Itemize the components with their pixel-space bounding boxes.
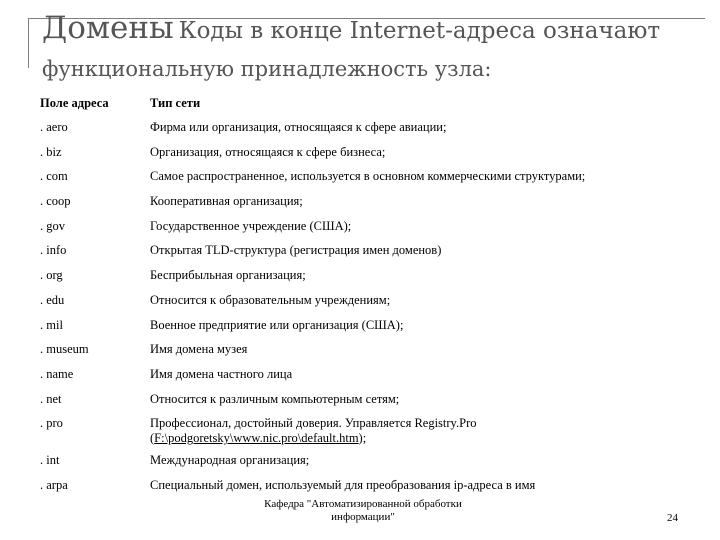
domain-desc: Самое распространенное, используется в основном коммерческими структурами; [150,169,586,184]
domain-desc: Бесприбыльная организация; [150,268,306,283]
table-row [40,318,700,343]
domain-desc: Открытая TLD-структура (регистрация имен доменов) [150,243,442,258]
domain-desc: Военное предприятие или организация (США); [150,317,404,332]
footer-line1: Кафедра "Автоматизированной обработки [264,498,462,510]
domain-code: . pro [40,416,63,431]
table-row [40,194,700,219]
table-row [40,293,700,318]
pro-paren-close: ); [358,431,367,446]
domain-desc: Организация, относящаяся к сфере бизнеса; [150,144,386,159]
title-rest: Коды в конце Internet-адреса означают [178,18,661,44]
column-header-type: Тип сети [150,96,201,110]
domain-code: . arpa [40,477,68,492]
domain-desc: Относится к различным компьютерным сетям; [150,391,400,406]
table-row [40,392,700,417]
table-row [40,219,700,244]
domain-code: . biz [40,144,62,159]
slide-footer [248,498,478,524]
domain-code: . coop [40,194,71,209]
table-row [40,243,700,268]
domains-table [40,96,700,503]
domain-desc [150,416,700,453]
domain-code: . name [40,366,74,381]
column-header-code: Поле адреса [40,96,109,110]
domain-desc: Международная организация; [150,453,310,468]
table-row [40,169,700,194]
domain-desc: Фирма или организация, относящаяся к сфере авиации; [150,120,447,134]
domain-code: . gov [40,218,65,233]
registry-pro-link[interactable]: F:\podgoretsky\www.nic.pro\default.htm [154,431,359,446]
table-row [40,120,700,145]
table-row [40,268,700,293]
title-word: Домены [42,10,174,46]
left-rule [28,18,29,68]
domain-code: . aero [40,120,68,134]
table-row [40,416,700,453]
domain-desc: Специальный домен, используемый для преобразования ip-адреса в имя [150,477,536,492]
table-row [40,342,700,367]
domain-desc: Кооперативная организация; [150,194,303,209]
domain-desc: Государственное учреждение (США); [150,218,352,233]
page-number: 24 [667,512,678,524]
table-row [40,453,700,478]
domain-code: . edu [40,292,65,307]
pro-desc-text: Профессионал, достойный доверия. Управляется Registry.Pro [150,416,477,431]
domain-code: . mil [40,317,63,332]
domain-desc: Относится к образовательным учреждениям; [150,292,391,307]
domain-code: . int [40,453,60,468]
title-line2: функциональную принадлежность узла: [42,57,492,81]
table-row [40,367,700,392]
footer-line2: информации" [331,511,395,523]
domain-desc: Имя домена частного лица [150,366,293,381]
domain-code: . org [40,268,63,283]
domain-code: . info [40,243,67,258]
table-header-row [40,96,700,120]
pro-paren-open: ( [150,431,155,446]
domain-code: . net [40,391,62,406]
domain-code: . museum [40,342,89,357]
domain-code: . com [40,169,68,184]
table-row [40,145,700,170]
slide-title [42,10,702,83]
domain-desc: Имя домена музея [150,342,248,357]
